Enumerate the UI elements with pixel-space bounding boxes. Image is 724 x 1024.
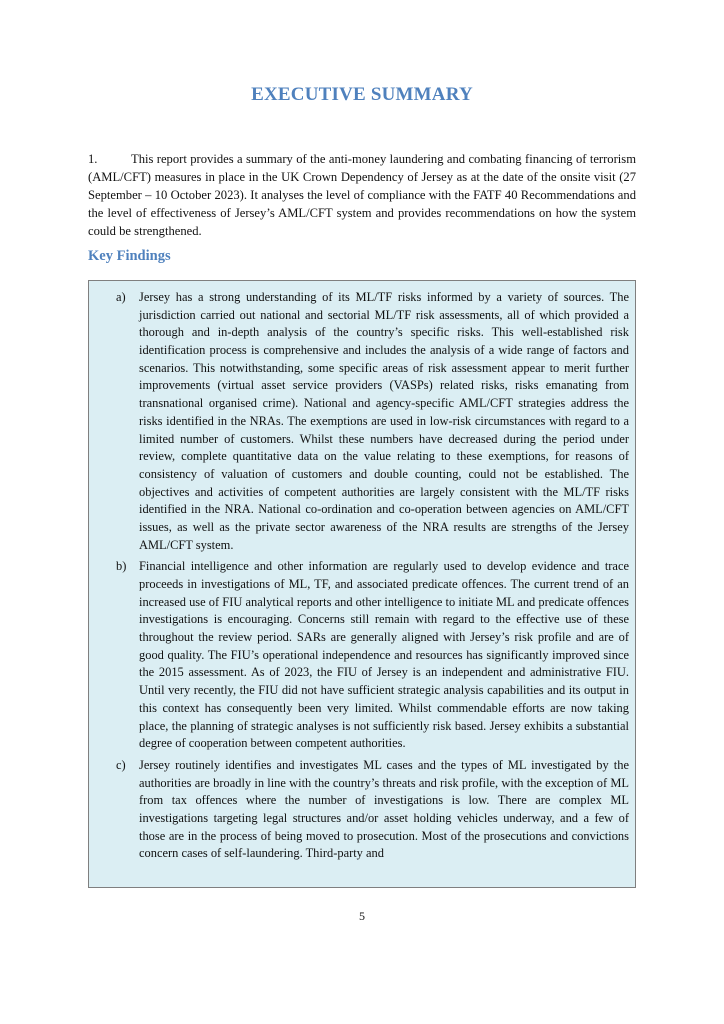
paragraph-number: 1. — [88, 152, 98, 166]
page-number: 5 — [359, 909, 365, 923]
key-findings-heading: Key Findings — [88, 248, 171, 264]
intro-text: This report provides a summary of the anti-money laundering and combating financing of terrorism (AML/CFT) measures in place in the UK Crown Dependency of Jersey as at the date of the onsite visit (27 September – 10 October 2023). It analyses the level of compliance with the FATF 40 Recommendations and the level of effectiveness of Jersey’s AML/CFT system and provides recommendations on how the system could be strengthened. — [88, 152, 636, 239]
key-findings-box — [88, 280, 636, 888]
finding-marker: b) — [116, 559, 127, 574]
finding-text: Financial intelligence and other information are regularly used to develop evidence and trace proceeds in investigations of ML, TF, and associated predicate offences. The current trend of an increased use of FIU analytical reports and other intelligence to initiate ML and predicate offences investigations is encouraging. Concerns still remain with regard to the effective use of these throughout the review period. SARs are generally aligned with Jersey’s risk profile and are of good quality. The FIU’s operational independence and resources has significantly improved since the 2015 assessment. As of 2023, the FIU of Jersey is an independent and administrative FIU. Until very recently, the FIU did not have sufficient strategic analysis capabilities and its output in this context has consequently been very limited. Whilst commendable efforts are now taking place, the planning of strategic analyses is not sufficiently risk based. Jersey exhibits a substantial degree of cooperation between competent authorities. — [139, 559, 629, 751]
page-title: EXECUTIVE SUMMARY — [251, 84, 473, 105]
finding-item — [116, 757, 629, 863]
intro-paragraph — [88, 150, 636, 240]
finding-marker: a) — [116, 290, 126, 304]
finding-marker: c) — [116, 757, 126, 772]
finding-text: Jersey has a strong understanding of its ML/TF risks informed by a variety of sources. The jurisdiction carried out national and sectorial ML/TF risk assessments, all of which provided a thorough and in-depth analysis of the country’s specific risks. This well-established risk identification process is comprehensive and includes the analysis of a wide range of factors and scenarios. This notwithstanding, some specific areas of risk assessment appear to merit further improvements (virtual asset service providers (VASPs) related risks, risks emanating from transnational organised crime). National and agency-specific AML/CFT strategies address the risks identified in the NRAs. The exemptions are used in low-risk circumstances with regard to a limited number of customers. Whilst these numbers have decreased during the period under review, complete quantitative data on the value relating to these exemptions, for reasons of consistency of valuation of customers and double counting, could not be established. The objectives and activities of competent authorities are largely consistent with the ML/TF risks identified in the NRA. National co-ordination and co-operation between agencies on AML/CFT issues, as well as the private sector awareness of the NRA results are strengths of the Jersey AML/CFT system. — [139, 290, 629, 552]
finding-item — [116, 558, 629, 753]
finding-item — [116, 289, 629, 554]
finding-text: Jersey routinely identifies and investigates ML cases and the types of ML investigated by the authorities are broadly in line with the country’s threats and risk profile, with the exception of ML from tax offences where the number of investigations is low. There are complex ML investigations targeting legal structures and/or asset holding vehicles underway, and a few of those are in the process of being moved to prosecution. Most of the prosecutions and convictions concern cases of self-laundering. Third-party and — [139, 757, 629, 861]
